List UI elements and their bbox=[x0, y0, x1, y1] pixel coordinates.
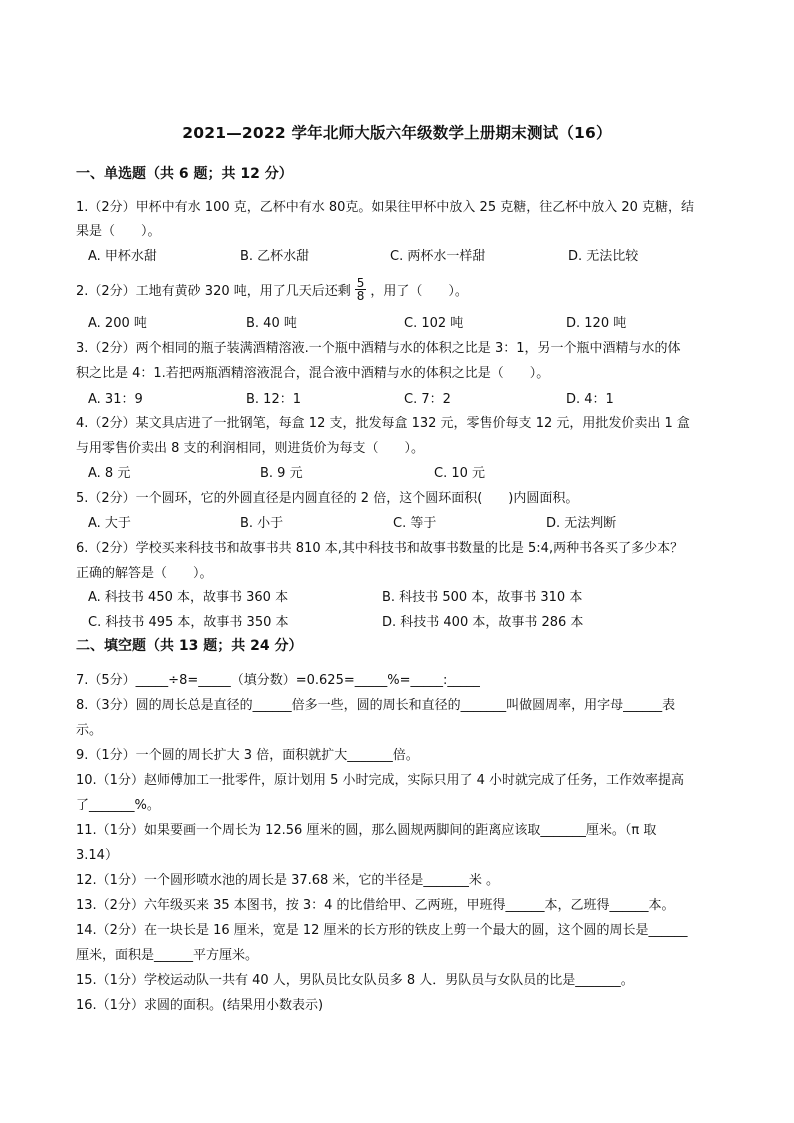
question-6-option-a: A. 科技书 450 本，故事书 360 本 bbox=[88, 590, 289, 605]
page-title: 2021—2022 学年北师大版六年级数学上册期末测试（16） bbox=[182, 124, 612, 142]
question-1-option-a: A. 甲杯水甜 bbox=[88, 249, 157, 264]
question-6-text: 6.（2分）学校买来科技书和故事书共 810 本,其中科技书和故事书数量的比是 5:4,两种书各买了多少本？ bbox=[76, 541, 684, 556]
question-2-option-d: D. 120 吨 bbox=[566, 316, 627, 331]
question-11-text-cont: 3.14） bbox=[76, 848, 118, 863]
question-2-fraction bbox=[355, 277, 367, 302]
question-3-option-c: C. 7：2 bbox=[404, 392, 451, 407]
question-8-text-cont: 示。 bbox=[76, 723, 103, 738]
section-heading-single-choice: 一、单选题（共 6 题；共 12 分） bbox=[76, 166, 293, 182]
question-5-option-d: D. 无法判断 bbox=[546, 516, 617, 531]
question-9-text: 9.（1分）一个圆的周长扩大 3 倍，面积就扩大_______倍。 bbox=[76, 748, 419, 763]
question-14-text-cont: 厘米，面积是______平方厘米。 bbox=[76, 948, 259, 963]
question-5-option-c: C. 等于 bbox=[393, 516, 437, 531]
question-3-option-d: D. 4：1 bbox=[566, 392, 614, 407]
fraction-numerator: 5 bbox=[356, 276, 365, 290]
question-2-text-after: ，用了（ ）。 bbox=[370, 284, 468, 299]
question-1-text: 1.（2分）甲杯中有水 100 克，乙杯中有水 80克。如果往甲杯中放入 25 克糖，往乙杯中放入 20 克糖，结 bbox=[76, 200, 695, 215]
question-4-text: 4.（2分）某文具店进了一批钢笔，每盒 12 支，批发每盒 132 元，零售价每支 12 元，用批发价卖出 1 盒 bbox=[76, 416, 690, 431]
question-16-text: 16.（1分）求圆的面积。(结果用小数表示) bbox=[76, 998, 324, 1013]
question-4-option-c: C. 10 元 bbox=[434, 466, 486, 481]
fraction-denominator: 8 bbox=[356, 289, 365, 303]
question-7-text: 7.（5分）_____÷8=_____（填分数）=0.625=_____%=_____:_____ bbox=[76, 673, 480, 688]
question-2-text-before: 2.（2分）工地有黄砂 320 吨，用了几天后还剩 bbox=[76, 284, 351, 299]
question-14-text: 14.（2分）在一块长是 16 厘米，宽是 12 厘米的长方形的铁皮上剪一个最大的圆，这个圆的周长是______ bbox=[76, 923, 688, 938]
question-6-option-d: D. 科技书 400 本，故事书 286 本 bbox=[382, 615, 584, 630]
question-2-option-c: C. 102 吨 bbox=[404, 316, 464, 331]
question-3-text-cont: 积之比是 4：1.若把两瓶酒精溶液混合，混合液中酒精与水的体积之比是（ ）。 bbox=[76, 366, 550, 381]
question-6-option-b: B. 科技书 500 本，故事书 310 本 bbox=[382, 590, 583, 605]
question-1-option-d: D. 无法比较 bbox=[568, 249, 639, 264]
question-10-text-cont: 了_______%。 bbox=[76, 798, 160, 813]
question-5-option-b: B. 小于 bbox=[240, 516, 284, 531]
section-heading-fill-blank: 二、填空题（共 13 题；共 24 分） bbox=[76, 638, 303, 654]
question-5-text: 5.（2分）一个圆环，它的外圆直径是内圆直径的 2 倍，这个圆环面积( )内圆面积。 bbox=[76, 491, 579, 506]
question-15-text: 15.（1分）学校运动队一共有 40 人，男队员比女队员多 8 人．男队员与女队员的比是_______。 bbox=[76, 973, 634, 988]
question-2-text bbox=[76, 276, 726, 304]
question-6-option-c: C. 科技书 495 本，故事书 350 本 bbox=[88, 615, 289, 630]
question-12-text: 12.（1分）一个圆形喷水池的周长是 37.68 米，它的半径是_______米 。 bbox=[76, 873, 500, 888]
question-10-text: 10.（1分）赵师傅加工一批零件，原计划用 5 小时完成，实际只用了 4 小时就完成了任务，工作效率提高 bbox=[76, 773, 685, 788]
question-1-text-cont: 果是（ ）。 bbox=[76, 224, 161, 239]
question-1-option-b: B. 乙杯水甜 bbox=[240, 249, 310, 264]
question-1-option-c: C. 两杯水一样甜 bbox=[390, 249, 486, 264]
question-11-text: 11.（1分）如果要画一个周长为 12.56 厘米的圆，那么圆规两脚间的距离应该取_______厘米。（π 取 bbox=[76, 823, 657, 838]
question-4-text-cont: 与用零售价卖出 8 支的利润相同，则进货价为每支（ ）。 bbox=[76, 441, 425, 456]
question-4-option-b: B. 9 元 bbox=[260, 466, 303, 481]
question-3-text: 3.（2分）两个相同的瓶子装满酒精溶液.一个瓶中酒精与水的体积之比是 3：1，另一个瓶中酒精与水的体 bbox=[76, 341, 681, 356]
question-4-option-a: A. 8 元 bbox=[88, 466, 131, 481]
question-3-option-a: A. 31：9 bbox=[88, 392, 143, 407]
question-2-option-b: B. 40 吨 bbox=[246, 316, 297, 331]
question-3-option-b: B. 12：1 bbox=[246, 392, 301, 407]
question-5-option-a: A. 大于 bbox=[88, 516, 131, 531]
question-13-text: 13.（2分）六年级买来 35 本图书，按 3：4 的比借给甲、乙两班，甲班得______本，乙班得______本。 bbox=[76, 898, 675, 913]
question-6-text-cont: 正确的解答是（ ）。 bbox=[76, 566, 213, 581]
question-2-option-a: A. 200 吨 bbox=[88, 316, 147, 331]
question-8-text: 8.（3分）圆的周长总是直径的______倍多一些，圆的周长和直径的_______叫做圆周率，用字母______表 bbox=[76, 698, 676, 713]
